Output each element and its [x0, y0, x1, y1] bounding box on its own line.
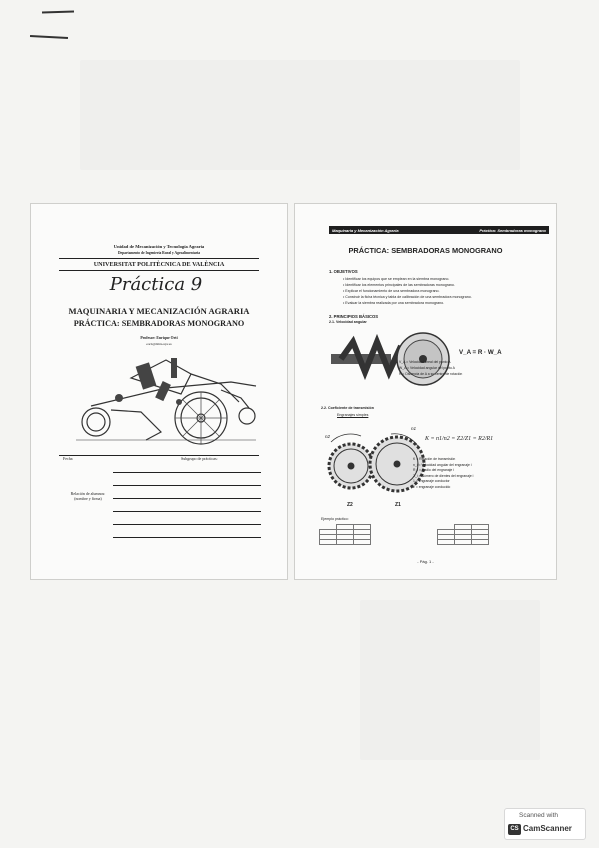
var-def: 2 = engranaje conducido — [413, 484, 451, 489]
header-banner — [329, 226, 549, 234]
section-objetivos: 1. OBJETIVOS — [329, 269, 358, 274]
var-def: R_i = Radio del engranaje i — [413, 468, 454, 472]
content-page — [294, 203, 557, 580]
formula-transmission: K = n1/n2 = Z2/Z1 = R2/R1 — [425, 436, 494, 442]
var-def: V_A = Velocidad lineal del punto A — [399, 360, 451, 364]
var-def: R = Distancia de A a su centro de rotación — [399, 372, 463, 376]
relacion-label: Relación de alumnos: (nombre y firma) — [70, 491, 106, 501]
signature-line — [113, 498, 261, 499]
formula-velocity: V_A = R · W_A — [459, 349, 502, 356]
divider — [59, 258, 259, 259]
var-def: Z_i = Número de dientes del engranaje i — [413, 473, 474, 478]
gear-label: n2 — [325, 434, 331, 439]
var-defs-transmission — [413, 457, 473, 490]
email: eorti@dmta.upv.es — [146, 342, 172, 346]
department-name: Departamento de Ingeniería Rural y Agroalimentaria — [117, 251, 201, 255]
course-title: MAQUINARIA Y MECANIZACIÓN AGRARIA — [68, 306, 250, 316]
example-label: Ejemplo práctico: — [321, 517, 349, 521]
bleed-through-notes — [360, 600, 540, 760]
divider — [59, 455, 259, 456]
example-table-left — [319, 524, 371, 545]
seeder-illustration — [71, 350, 261, 450]
header-left: Maquinaria y Mecanización Agraria — [332, 227, 399, 233]
section-velocidad: 2.1. Velocidad angular — [329, 320, 367, 324]
professor: Profesor: Enrique Ortí — [140, 336, 178, 340]
subgrupo-label: Subgrupo de prácticas: — [181, 456, 218, 461]
objective-item: • Explicar el funcionamiento de una sembradora monograno. — [343, 289, 440, 293]
objective-item: • Evaluar la siembra realizada por una sembradora monograno. — [343, 301, 445, 305]
var-def: n_i = Velocidad angular del engranaje i — [413, 462, 472, 467]
scanner-line-1: Scanned with — [519, 812, 559, 819]
signature-line — [113, 524, 261, 525]
objective-item: • Identificar los equipos que se emplean en la siembra monograno. — [343, 277, 450, 281]
bleed-through-block — [80, 60, 520, 170]
page-number: - Pág. 1 - — [417, 559, 434, 564]
camscanner-logo-icon: CS — [508, 824, 521, 835]
section-principios: 2. PRINCIPIOS BÁSICOS — [329, 314, 379, 319]
header-right: Práctica: Sembradoras monograno — [479, 227, 546, 233]
university-name: UNIVERSITAT POLITÈCNICA DE VALÈNCIA — [93, 261, 225, 268]
scanner-line-2: CamScanner — [523, 824, 572, 833]
gear-label: n1 — [411, 426, 417, 431]
gear-label: Z1 — [395, 502, 401, 508]
gear-label: Z2 — [347, 502, 353, 508]
var-def: 1 = engranaje conductor — [413, 479, 450, 483]
fecha-label: Fecha — [63, 456, 73, 461]
scan-mark-left — [30, 35, 68, 39]
example-table-right — [437, 524, 489, 545]
unit-name: Unidad de Mecanización y Tecnología Agraria — [113, 244, 205, 249]
practice-title: PRÁCTICA: SEMBRADORAS MONOGRANO — [73, 319, 245, 328]
signature-line — [113, 511, 261, 512]
section-coeficiente: 2.2. Coeficiente de transmisión — [321, 406, 374, 410]
signature-line — [113, 472, 261, 473]
objective-item: • Identificar los elementos principales de las sembradoras monograno. — [343, 283, 455, 287]
page-title: PRÁCTICA: SEMBRADORAS MONOGRANO — [348, 246, 503, 255]
signature-line — [113, 485, 261, 486]
objective-item: • Construir la ficha técnica y tabla de calibración de una sembradora monograno. — [343, 295, 472, 299]
var-def: W_A = Velocidad angular del punto A — [399, 366, 455, 370]
scanner-badge — [504, 808, 586, 840]
subsection-engranajes: Engranajes simples — [337, 413, 369, 417]
handwritten-title: Práctica 9 — [109, 274, 203, 295]
signature-line — [113, 537, 261, 538]
scan-mark-top — [42, 10, 74, 13]
divider — [59, 270, 259, 271]
var-defs-velocity — [399, 359, 462, 377]
cover-page — [30, 203, 288, 580]
var-def: K = Relación de transmisión — [413, 457, 456, 461]
